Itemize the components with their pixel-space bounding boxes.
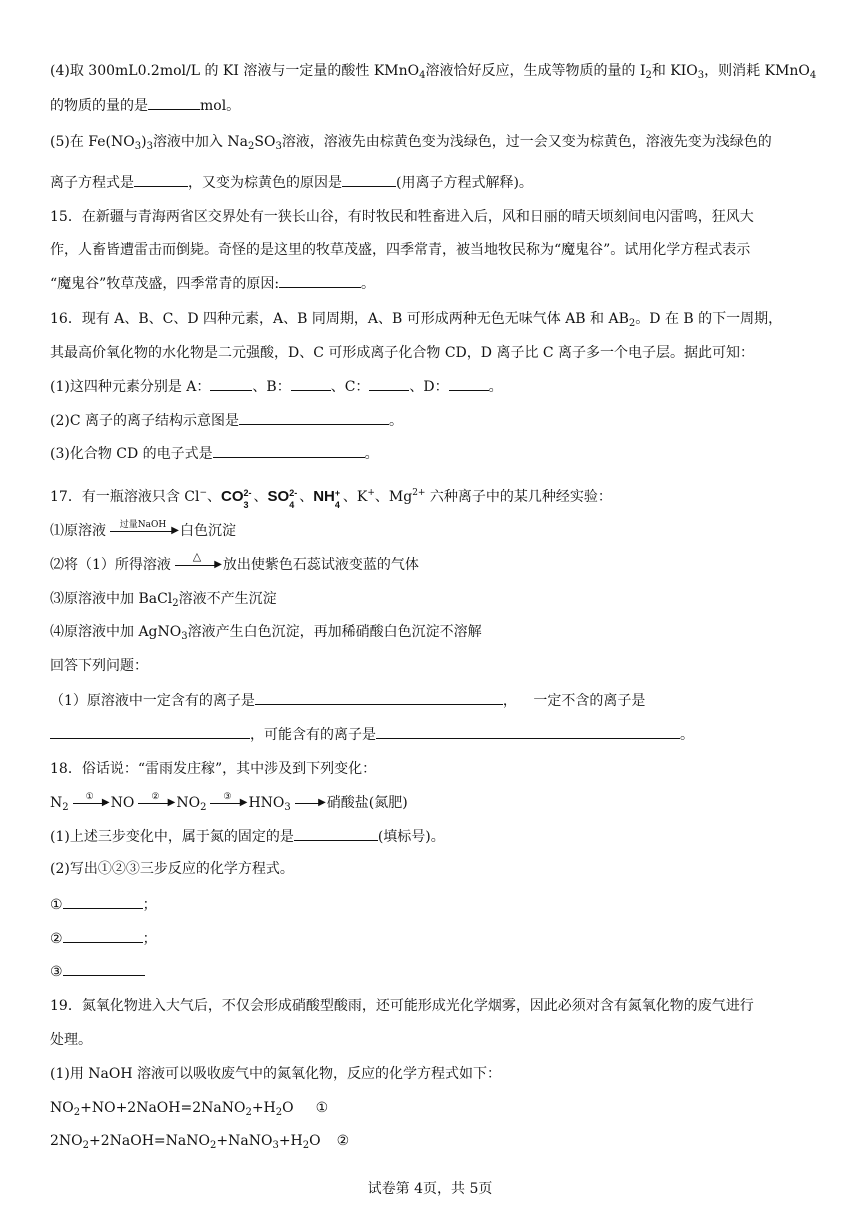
text: ，则消耗 KMnO bbox=[704, 63, 810, 79]
q19-line2: 处理。 bbox=[50, 1032, 92, 1048]
answer-blank[interactable] bbox=[239, 410, 389, 425]
ammonium-ion: NH bbox=[313, 488, 335, 505]
text: ； bbox=[142, 931, 157, 947]
answer-blank[interactable] bbox=[294, 826, 378, 841]
arrow-label: 过量NaOH bbox=[119, 519, 167, 530]
answer-blank[interactable] bbox=[63, 961, 145, 976]
q19-eq1 bbox=[50, 1098, 328, 1123]
text: O bbox=[282, 1100, 294, 1116]
text: 六种离子中的某几种经实验： bbox=[425, 489, 612, 505]
text: “魔鬼谷”牧草茂盛，四季常青的原因: bbox=[50, 276, 280, 292]
subscript: 2 bbox=[73, 1107, 81, 1118]
answer-blank[interactable] bbox=[255, 690, 503, 705]
equation-number: ① bbox=[315, 1100, 329, 1116]
q18-eq3 bbox=[50, 961, 145, 982]
text: (用离子方程式解释)。 bbox=[396, 175, 533, 191]
text: 一定不含的离子是 bbox=[533, 693, 646, 709]
text: 溶液，溶液先由棕黄色变为浅绿色，过一会又变为棕黄色，溶液先变为浅绿色的 bbox=[281, 134, 772, 150]
q16-part1 bbox=[50, 376, 503, 397]
text: 。 bbox=[361, 276, 376, 292]
text: ； bbox=[142, 897, 157, 913]
q14-5-line2 bbox=[50, 172, 533, 193]
subscript: 3 bbox=[181, 631, 188, 642]
q14-5-line1 bbox=[50, 132, 772, 157]
answer-blank[interactable] bbox=[148, 95, 200, 110]
answer-blank[interactable] bbox=[213, 443, 365, 458]
q15-line1: 15．在新疆与青海两省区交界处有一狭长山谷，有时牧民和牲畜进入后，风和日丽的晴天顷刻间电闪雷鸣，狂风大 bbox=[50, 209, 754, 225]
arrow-label: △ bbox=[192, 549, 202, 563]
q15-line2: 作，人畜皆遭雷击而倒毙。奇怪的是这里的牧草茂盛，四季常青，被当地牧民称为“魔鬼谷”。试用化学方程式表示 bbox=[50, 242, 751, 258]
q18-eq1 bbox=[50, 894, 157, 915]
q14-4-line2 bbox=[50, 95, 240, 116]
q17-ask: 回答下列问题： bbox=[50, 658, 148, 674]
carbonate-charge bbox=[243, 487, 254, 510]
subscript: 4 bbox=[419, 70, 426, 81]
answer-blank[interactable] bbox=[342, 172, 396, 187]
text: 、D： bbox=[409, 379, 449, 395]
answer-blank[interactable] bbox=[291, 376, 331, 391]
text: 溶液不产生沉淀 bbox=[178, 591, 277, 607]
arrow-label: ② bbox=[151, 791, 160, 802]
text: SO bbox=[254, 134, 276, 150]
text: +H bbox=[278, 1133, 303, 1149]
text: 溶液中加入 Na bbox=[152, 134, 248, 150]
text: 、C： bbox=[330, 379, 370, 395]
answer-blank[interactable] bbox=[63, 928, 143, 943]
text: ⑶原溶液中加 BaCl bbox=[50, 591, 173, 607]
text: 溶液产生白色沉淀，再加稀硝酸白色沉淀不溶解 bbox=[187, 624, 482, 640]
q17-step4 bbox=[50, 622, 482, 647]
text: 放出使紫色石蕊试液变蓝的气体 bbox=[222, 557, 419, 573]
subscript: 2 bbox=[247, 141, 255, 152]
answer-blank[interactable] bbox=[279, 273, 361, 288]
text: NO bbox=[176, 795, 201, 811]
superscript: + bbox=[334, 488, 341, 498]
q17-line1 bbox=[50, 483, 612, 510]
text: 2NO bbox=[50, 1133, 83, 1149]
text: NO bbox=[110, 795, 135, 811]
step4-arrow-icon: ▶ bbox=[295, 803, 323, 804]
sulfate-charge bbox=[289, 487, 299, 510]
equation-number: ② bbox=[336, 1133, 350, 1149]
text: ② bbox=[50, 931, 63, 947]
q19-eq2 bbox=[50, 1131, 349, 1156]
answer-blank[interactable] bbox=[210, 376, 252, 391]
answer-blank[interactable] bbox=[369, 376, 409, 391]
subscript: 2 bbox=[82, 1140, 90, 1151]
carbonate-ion: CO bbox=[221, 488, 244, 505]
q17-step1 bbox=[50, 521, 236, 541]
text: 。 bbox=[680, 727, 694, 743]
text: ， bbox=[502, 693, 517, 709]
q16-line2: 其最高价氧化物的水化物是二元强酸，D、C 可形成离子化合物 CD，D 离子比 C 离子多一个电子层。据此可知： bbox=[50, 345, 755, 361]
heat-arrow-icon: △ ▶ bbox=[175, 565, 219, 566]
answer-blank[interactable] bbox=[50, 724, 250, 739]
text: +2NaOH=NaNO bbox=[89, 1133, 210, 1149]
text: ，可能含有的离子是 bbox=[250, 727, 376, 743]
text: 。 bbox=[364, 446, 379, 462]
q17-step3 bbox=[50, 589, 277, 614]
step3-arrow-icon: ③ ▶ bbox=[210, 803, 244, 804]
text: 16．现有 A、B、C、D 四种元素，A、B 同周期，A、B 可形成两种无色无味气体 AB 和 AB bbox=[50, 311, 629, 327]
q17-answer-line1 bbox=[50, 690, 645, 711]
q16-part2 bbox=[50, 410, 403, 431]
text: 、 bbox=[299, 489, 314, 505]
text: (3)化合物 CD 的电子式是 bbox=[50, 446, 213, 462]
q19-part1: (1)用 NaOH 溶液可以吸收废气中的氮氧化物，反应的化学方程式如下： bbox=[50, 1066, 502, 1082]
subscript: 2 bbox=[172, 598, 179, 609]
q18-eq2 bbox=[50, 928, 157, 949]
q17-step2 bbox=[50, 549, 419, 575]
text: 、 bbox=[207, 489, 222, 505]
arrow-label: ③ bbox=[223, 791, 232, 802]
arrow-label: ① bbox=[85, 791, 94, 802]
text: ③ bbox=[50, 964, 63, 980]
text: K bbox=[356, 489, 368, 505]
text: 硝酸盐(氮肥) bbox=[326, 795, 408, 811]
sulfate-ion: SO bbox=[267, 488, 290, 505]
subscript: 3 bbox=[243, 500, 249, 510]
text: N bbox=[50, 795, 63, 811]
text: HNO bbox=[248, 795, 285, 811]
text: (5)在 Fe(NO bbox=[50, 134, 135, 150]
q18-part2: (2)写出①②③三步反应的化学方程式。 bbox=[50, 861, 294, 877]
answer-blank[interactable] bbox=[376, 724, 680, 739]
text: 离子方程式是 bbox=[50, 175, 134, 191]
text: (2)C 离子的离子结构示意图是 bbox=[50, 413, 239, 429]
superscript: + bbox=[367, 488, 375, 498]
q18-part1 bbox=[50, 826, 445, 847]
text: 、 bbox=[253, 489, 268, 505]
text: (填标号)。 bbox=[377, 829, 445, 845]
subscript: 3 bbox=[146, 141, 153, 152]
superscript: 2- bbox=[243, 488, 252, 498]
text: 和 KIO bbox=[651, 63, 698, 79]
answer-blank[interactable] bbox=[63, 894, 143, 909]
subscript: 3 bbox=[134, 141, 142, 152]
text: ) bbox=[141, 134, 147, 150]
superscript: 2+ bbox=[412, 488, 426, 498]
step2-arrow-icon: ② ▶ bbox=[138, 803, 172, 804]
q19-line1: 19．氮氧化物进入大气后，不仅会形成硝酸型酸雨，还可能形成光化学烟雾，因此必须对含有氮氧化物的废气进行 bbox=[50, 998, 754, 1014]
ammonium-charge bbox=[334, 487, 343, 510]
text: 17．有一瓶溶液只含 Cl bbox=[50, 489, 200, 505]
text: 。 bbox=[488, 379, 503, 395]
text: ① bbox=[50, 897, 63, 913]
subscript: 4 bbox=[334, 500, 340, 510]
q14-4-line1 bbox=[50, 61, 816, 86]
text: ⑵将（1）所得溶液 bbox=[50, 557, 171, 573]
text: 。D 在 B 的下一周期， bbox=[635, 311, 783, 327]
q16-line1 bbox=[50, 309, 782, 334]
q17-answer-line2 bbox=[50, 724, 694, 745]
q18-chain bbox=[50, 793, 408, 818]
text: ，又变为棕黄色的原因是 bbox=[188, 175, 342, 191]
text: (4)取 300mL0.2mol/L 的 KI 溶液与一定量的酸性 KMnO bbox=[50, 63, 420, 79]
step1-arrow-icon: ① ▶ bbox=[73, 803, 107, 804]
text: 。 bbox=[389, 413, 403, 429]
subscript: 2 bbox=[210, 1140, 217, 1151]
text: O bbox=[309, 1133, 321, 1149]
text: 溶液恰好反应，生成等物质的量的 I bbox=[425, 63, 646, 79]
subscript: 2 bbox=[245, 1107, 252, 1118]
subscript: 2 bbox=[302, 1140, 310, 1151]
subscript: 3 bbox=[697, 70, 705, 81]
subscript: 2 bbox=[645, 70, 652, 81]
text: （1）原溶液中一定含有的离子是 bbox=[50, 693, 255, 709]
superscript: 2- bbox=[289, 488, 298, 498]
text: +NaNO bbox=[216, 1133, 273, 1149]
subscript: 3 bbox=[275, 141, 282, 152]
subscript: 4 bbox=[289, 500, 295, 510]
q15-line3 bbox=[50, 273, 375, 294]
answer-blank[interactable] bbox=[449, 376, 489, 391]
subscript: 3 bbox=[272, 1140, 279, 1151]
text: 白色沉淀 bbox=[180, 523, 236, 539]
text: (1)这四种元素分别是 A： bbox=[50, 379, 211, 395]
q18-line1: 18．俗话说：“雷雨发庄稼”，其中涉及到下列变化： bbox=[50, 761, 377, 777]
subscript: 2 bbox=[62, 802, 69, 813]
answer-blank[interactable] bbox=[134, 172, 188, 187]
text: ⑷原溶液中加 AgNO bbox=[50, 624, 182, 640]
superscript: − bbox=[199, 488, 208, 498]
subscript: 3 bbox=[284, 802, 291, 813]
subscript: 2 bbox=[200, 802, 207, 813]
text: (1)上述三步变化中，属于氮的固定的是 bbox=[50, 829, 294, 845]
text: 、Mg bbox=[374, 489, 413, 505]
text: 、B： bbox=[252, 379, 291, 395]
reaction-arrow-icon: 过量NaOH ▶ bbox=[110, 531, 176, 532]
q16-part3 bbox=[50, 443, 379, 464]
subscript: 2 bbox=[275, 1107, 283, 1118]
text: mol。 bbox=[200, 98, 241, 114]
subscript: 4 bbox=[809, 70, 817, 81]
text: ⑴原溶液 bbox=[50, 523, 106, 539]
text: +NO+2NaOH=2NaNO bbox=[80, 1100, 246, 1116]
text: 的物质的量的是 bbox=[50, 98, 148, 114]
page-footer: 试卷第 4页，共 5页 bbox=[367, 1181, 493, 1197]
text: +H bbox=[251, 1100, 276, 1116]
subscript: 2 bbox=[628, 318, 636, 329]
text: NO bbox=[50, 1100, 74, 1116]
text: 、 bbox=[342, 489, 357, 505]
